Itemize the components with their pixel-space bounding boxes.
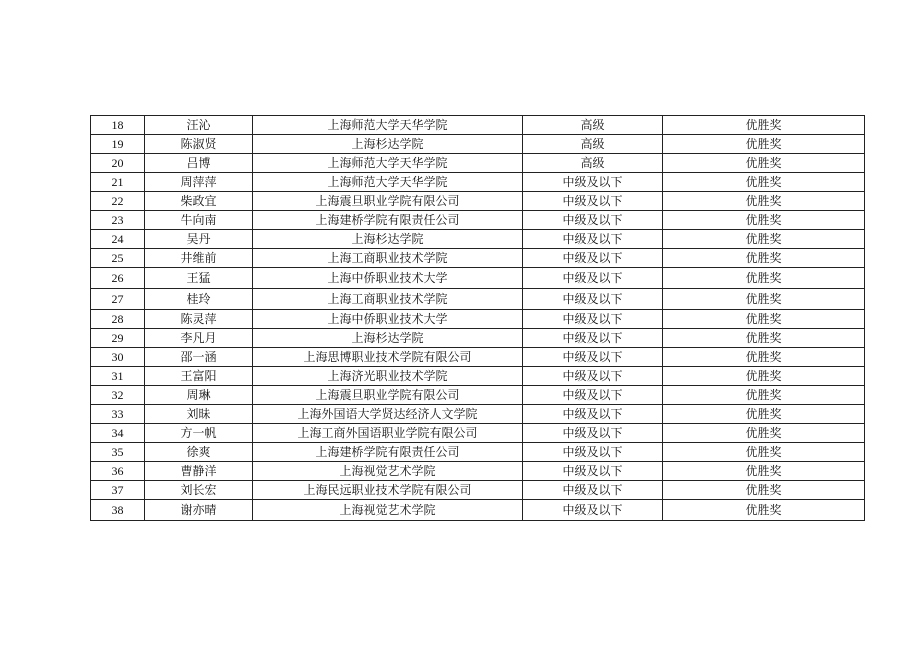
level: 中级及以下 <box>523 289 663 310</box>
school-name: 上海中侨职业技术大学 <box>253 268 523 289</box>
level: 高级 <box>523 135 663 154</box>
row-number: 38 <box>91 500 145 521</box>
school-name: 上海震旦职业学院有限公司 <box>253 192 523 211</box>
school-name: 上海中侨职业技术大学 <box>253 310 523 329</box>
school-name: 上海视觉艺术学院 <box>253 462 523 481</box>
person-name: 曹静洋 <box>145 462 253 481</box>
award: 优胜奖 <box>663 192 865 211</box>
table-row <box>91 249 865 268</box>
level: 中级及以下 <box>523 230 663 249</box>
award: 优胜奖 <box>663 424 865 443</box>
level: 高级 <box>523 116 663 135</box>
award: 优胜奖 <box>663 405 865 424</box>
table-row <box>91 268 865 289</box>
person-name: 刘昧 <box>145 405 253 424</box>
person-name: 柴政宜 <box>145 192 253 211</box>
row-number: 30 <box>91 348 145 367</box>
person-name: 谢亦晴 <box>145 500 253 521</box>
row-number: 35 <box>91 443 145 462</box>
person-name: 吴丹 <box>145 230 253 249</box>
school-name: 上海济光职业技术学院 <box>253 367 523 386</box>
school-name: 上海工商外国语职业学院有限公司 <box>253 424 523 443</box>
school-name: 上海建桥学院有限责任公司 <box>253 211 523 230</box>
level: 中级及以下 <box>523 481 663 500</box>
row-number: 31 <box>91 367 145 386</box>
table-row <box>91 481 865 500</box>
row-number: 32 <box>91 386 145 405</box>
row-number: 27 <box>91 289 145 310</box>
school-name: 上海思博职业技术学院有限公司 <box>253 348 523 367</box>
level: 中级及以下 <box>523 192 663 211</box>
table-row <box>91 289 865 310</box>
award: 优胜奖 <box>663 173 865 192</box>
award-table-body <box>91 116 865 521</box>
table-row <box>91 192 865 211</box>
person-name: 王富阳 <box>145 367 253 386</box>
table-row <box>91 154 865 173</box>
school-name: 上海师范大学天华学院 <box>253 173 523 192</box>
school-name: 上海外国语大学贤达经济人文学院 <box>253 405 523 424</box>
level: 中级及以下 <box>523 500 663 521</box>
school-name: 上海视觉艺术学院 <box>253 500 523 521</box>
level: 中级及以下 <box>523 405 663 424</box>
award: 优胜奖 <box>663 367 865 386</box>
row-number: 23 <box>91 211 145 230</box>
person-name: 李凡月 <box>145 329 253 348</box>
award: 优胜奖 <box>663 329 865 348</box>
award: 优胜奖 <box>663 481 865 500</box>
award: 优胜奖 <box>663 348 865 367</box>
table-row <box>91 424 865 443</box>
row-number: 29 <box>91 329 145 348</box>
level: 中级及以下 <box>523 310 663 329</box>
award: 优胜奖 <box>663 249 865 268</box>
row-number: 33 <box>91 405 145 424</box>
level: 中级及以下 <box>523 386 663 405</box>
school-name: 上海民远职业技术学院有限公司 <box>253 481 523 500</box>
row-number: 37 <box>91 481 145 500</box>
level: 中级及以下 <box>523 329 663 348</box>
school-name: 上海杉达学院 <box>253 230 523 249</box>
person-name: 陈淑贤 <box>145 135 253 154</box>
row-number: 24 <box>91 230 145 249</box>
table-row <box>91 367 865 386</box>
award: 优胜奖 <box>663 268 865 289</box>
row-number: 25 <box>91 249 145 268</box>
person-name: 吕博 <box>145 154 253 173</box>
table-row <box>91 211 865 230</box>
person-name: 刘长宏 <box>145 481 253 500</box>
table-row <box>91 173 865 192</box>
award: 优胜奖 <box>663 310 865 329</box>
row-number: 21 <box>91 173 145 192</box>
row-number: 20 <box>91 154 145 173</box>
school-name: 上海工商职业技术学院 <box>253 249 523 268</box>
level: 中级及以下 <box>523 367 663 386</box>
row-number: 26 <box>91 268 145 289</box>
table-row <box>91 329 865 348</box>
level: 高级 <box>523 154 663 173</box>
table-row <box>91 230 865 249</box>
person-name: 桂玲 <box>145 289 253 310</box>
school-name: 上海杉达学院 <box>253 135 523 154</box>
school-name: 上海工商职业技术学院 <box>253 289 523 310</box>
person-name: 牛向南 <box>145 211 253 230</box>
table-row <box>91 405 865 424</box>
level: 中级及以下 <box>523 443 663 462</box>
person-name: 周萍萍 <box>145 173 253 192</box>
table-row <box>91 116 865 135</box>
person-name: 陈灵萍 <box>145 310 253 329</box>
row-number: 28 <box>91 310 145 329</box>
award: 优胜奖 <box>663 462 865 481</box>
level: 中级及以下 <box>523 249 663 268</box>
person-name: 王猛 <box>145 268 253 289</box>
school-name: 上海杉达学院 <box>253 329 523 348</box>
award: 优胜奖 <box>663 289 865 310</box>
person-name: 邵一涵 <box>145 348 253 367</box>
level: 中级及以下 <box>523 348 663 367</box>
person-name: 方一帆 <box>145 424 253 443</box>
award: 优胜奖 <box>663 443 865 462</box>
person-name: 徐爽 <box>145 443 253 462</box>
award: 优胜奖 <box>663 230 865 249</box>
award: 优胜奖 <box>663 500 865 521</box>
table-row <box>91 386 865 405</box>
person-name: 汪沁 <box>145 116 253 135</box>
level: 中级及以下 <box>523 462 663 481</box>
award: 优胜奖 <box>663 211 865 230</box>
table-row <box>91 348 865 367</box>
row-number: 19 <box>91 135 145 154</box>
table-row <box>91 462 865 481</box>
person-name: 周琳 <box>145 386 253 405</box>
level: 中级及以下 <box>523 211 663 230</box>
school-name: 上海震旦职业学院有限公司 <box>253 386 523 405</box>
table-row <box>91 310 865 329</box>
row-number: 36 <box>91 462 145 481</box>
table-row <box>91 135 865 154</box>
school-name: 上海建桥学院有限责任公司 <box>253 443 523 462</box>
award: 优胜奖 <box>663 386 865 405</box>
award: 优胜奖 <box>663 154 865 173</box>
award: 优胜奖 <box>663 135 865 154</box>
award: 优胜奖 <box>663 116 865 135</box>
table-row <box>91 500 865 521</box>
person-name: 井维前 <box>145 249 253 268</box>
row-number: 34 <box>91 424 145 443</box>
row-number: 22 <box>91 192 145 211</box>
table-row <box>91 443 865 462</box>
level: 中级及以下 <box>523 268 663 289</box>
school-name: 上海师范大学天华学院 <box>253 154 523 173</box>
level: 中级及以下 <box>523 424 663 443</box>
level: 中级及以下 <box>523 173 663 192</box>
school-name: 上海师范大学天华学院 <box>253 116 523 135</box>
award-table <box>90 115 865 521</box>
row-number: 18 <box>91 116 145 135</box>
